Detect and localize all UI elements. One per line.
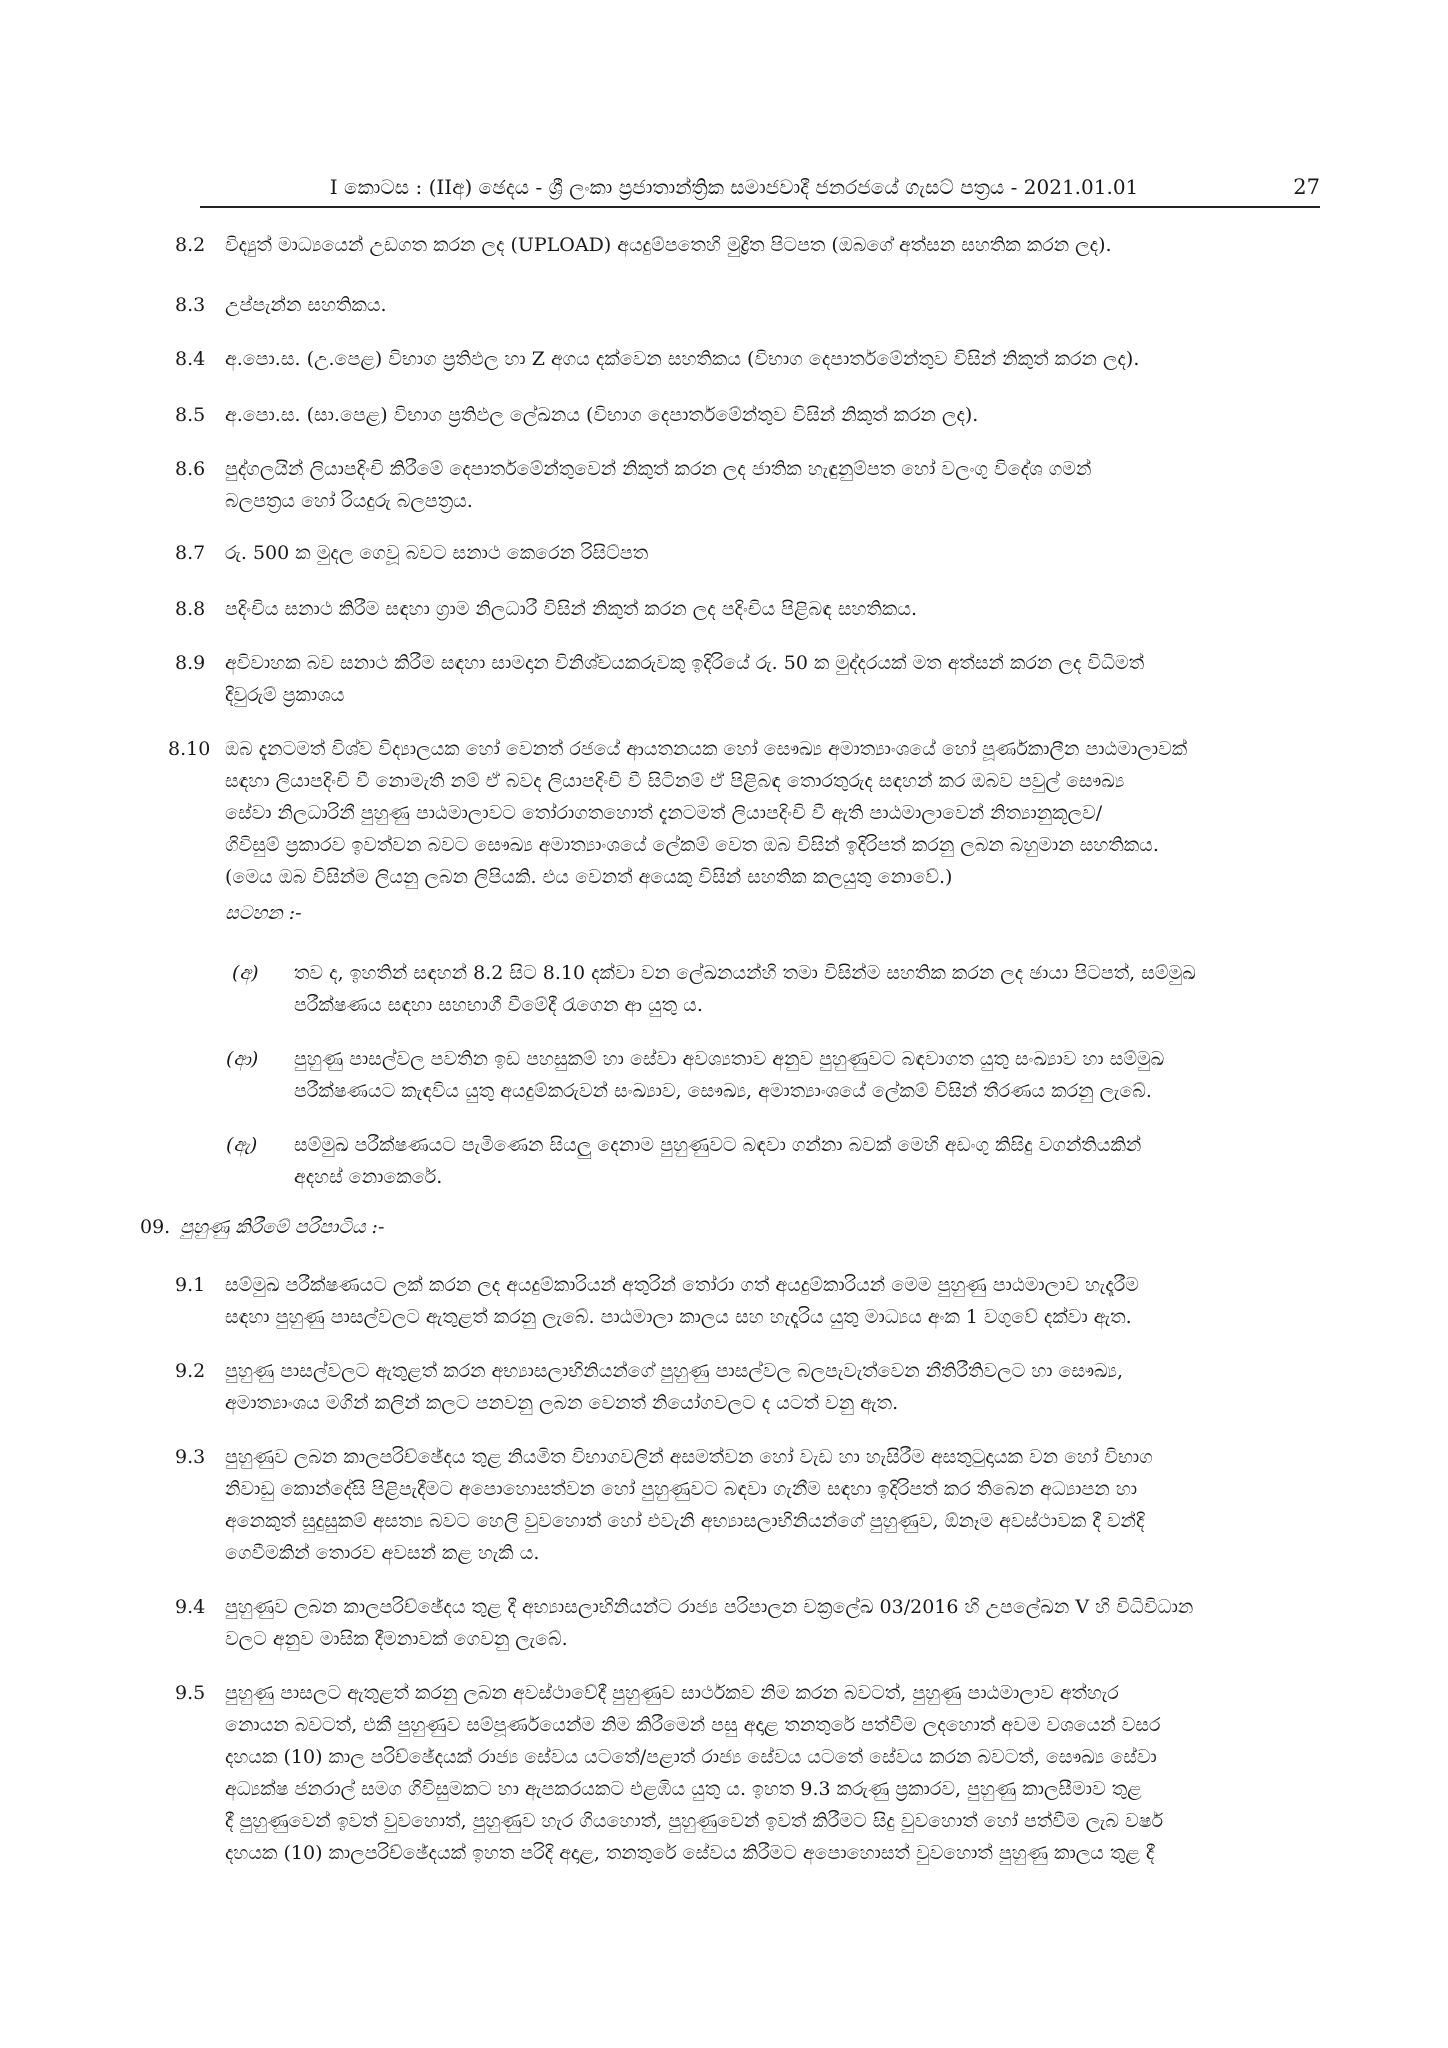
- item-line: අමාත්‍යාංශය මගින් කලින් කලට පනවනු ලබන වෙනත් නියෝගවලට ද යටත් වනු ඇත.: [225, 1392, 899, 1414]
- item-number: 8.6: [175, 458, 206, 480]
- header-title: I කොටස : (IIඅ) ඡෙදය - ශ්‍රී ලංකා ප්‍රජාතාන්ත්‍රික සමාජවාදී ජනරජයේ ගැසට් පත්‍රය - 2021.01.01: [329, 175, 1139, 199]
- item-number: 9.3: [175, 1446, 206, 1468]
- item-number: 8.2: [175, 234, 206, 256]
- item-line: නොයන බවටත්, එකී පුහුණුව සම්පූර්ණයෙන්ම නිම කිරීමෙන් පසු අදාළ තනතුරේ පත්වීම ලදහොත් අවම වශයෙන් වසර: [225, 1714, 1161, 1736]
- item-line: වලට අනුව මාසික දීමනාවක් ගෙවනු ලැබේ.: [225, 1628, 568, 1650]
- item-number: 8.9: [175, 652, 206, 674]
- item-line: දී පුහුණුවෙන් ඉවත් වුවහොත්, පුහුණුව හැර ගියහොත්, පුහුණුවෙන් ඉවත් කිරීමට සිදු වුවහොත් හෝ පත්වීම ලැබ වර්ෂ: [225, 1810, 1164, 1832]
- page-header: [200, 172, 1320, 208]
- item-line: අ.පො.ස. (උ.පෙළ) විභාග ප්‍රතිඵල හා Z අගය දක්වෙන සහතිකය (විභාග දෙපාර්තමේන්තුව විසින් නිකුත් කරන ලද).: [225, 348, 1140, 370]
- item-line: පුහුණුව ලබන කාලපරිච්ඡේදය තුළ දී අභ්‍යාසලාභිනියන්ට රාජ්‍ය පරිපාලන චක්‍රලේඛ 03/2016 හි උපලේඛන V හි විධිවිධාන: [225, 1596, 1194, 1618]
- note-label: (අ): [232, 962, 259, 984]
- item-line: අධ්‍යක්ෂ ජනරාල් සමග ගිවිසුමකට හා ඇපකරයකට එළඹිය යුතු ය. ඉහත 9.3 කරුණු ප්‍රකාරව, පුහුණු කාලසීමාව තුළ: [225, 1778, 1142, 1800]
- item-line: අ.පො.ස. (සා.පෙළ) විභාග ප්‍රතිඵල ලේඛනය (විභාග දෙපාර්තමේන්තුව විසින් නිකුත් කරන ලද).: [225, 404, 979, 426]
- item-line: අනෙකුත් සුදුසුකම් අසත්‍ය බවට හෙලි වුවහොත් හෝ එවැනි අභ්‍යාසලාභිනියන්ගේ පුහුණුව, ඕනෑම අවස්ථාවක දී වන්දි: [225, 1510, 1145, 1532]
- item-number: 9.2: [175, 1360, 206, 1382]
- note-line: අදහස් නොකෙරේ.: [294, 1166, 443, 1188]
- item-line: ඔබ දැනටමත් විශ්ව විද්‍යාලයක හෝ වෙනත් රජයේ ආයතනයක හෝ සෞඛ්‍ය අමාත්‍යාංශයේ හෝ පූර්ණකාලීන පාඨමාලාවක්: [225, 738, 1188, 760]
- item-number: 9.5: [175, 1682, 206, 1704]
- item-line: සඳහා පුහුණු පාසල්වලට ඇතුළත් කරනු ලැබේ. පාඨමාලා කාලය සහ හැදෑරිය යුතු මාධ්‍යය අංක 1 වගුවේ දක්වා ඇත.: [225, 1306, 1132, 1328]
- item-number: 8.10: [168, 738, 211, 760]
- item-line: රු. 500 ක මුදල ගෙවූ බවට සනාථ කෙරෙන රිසිට්පත: [225, 542, 649, 564]
- item-number: 9.4: [175, 1596, 206, 1618]
- item-line: විද්‍යුත් මාධ්‍යයෙන් උඩගත කරන ලද (UPLOAD) අයදුම්පතෙහි මුද්‍රිත පිටපත (ඔබගේ අත්සන සහතික කරන ලද).: [225, 234, 1112, 256]
- note-line: පරීක්ෂණය සඳහා සහභාගී වීමේදී රැගෙන ආ යුතු ය.: [294, 994, 703, 1016]
- page-number: 27: [1293, 175, 1320, 199]
- note-line: සම්මුඛ පරීක්ෂණයට පැමිණෙන සියලු දෙනාම පුහුණුවට බඳවා ගන්නා බවක් මෙහි අඩංගු කිසිදු වගන්තියකින්: [294, 1134, 1142, 1156]
- note-line: පුහුණු පාසල්වල පවතින ඉඩ පහසුකම් හා සේවා අවශ්‍යතාව අනුව පුහුණුවට බඳවාගත යුතු සංඛ්‍යාව හා සම්මුඛ: [294, 1048, 1165, 1070]
- section-number: 09.: [140, 1216, 171, 1238]
- item-number: 8.4: [175, 348, 206, 370]
- item-line: දහයක (10) කාල පරිච්ඡේදයක් රාජ්‍ය සේවය යටතේ/පළාත් රාජ්‍ය සේවය යටතේ සේවය කරන බවටත්, සෞඛ්‍ය සේවා: [225, 1746, 1157, 1768]
- note-line: පරීක්ෂණයට කැඳවිය යුතු අයදුම්කරුවන් සංඛ්‍යාව, සෞඛ්‍ය, අමාත්‍යාංශයේ ලේකම් විසින් තීරණය කරනු ලැබේ.: [294, 1080, 1152, 1102]
- item-number: 9.1: [175, 1274, 206, 1296]
- notes-heading: සටහන :-: [225, 902, 302, 924]
- item-line: සඳහා ලියාපදිංචි වී නොමැති නම් ඒ බවද ලියාපදිංචි වී සිටිනම් ඒ පිළිබඳ තොරතුරුද සඳහන් කර ඔබව පවුල් සෞඛ්‍ය: [225, 770, 1125, 792]
- item-line: පුහුණු පාසලට ඇතුළත් කරනු ලබන අවස්ථාවේදී පුහුණුව සාර්ථකව නිම කරන බවටත්, පුහුණු පාඨමාලාව අත්හැර: [225, 1682, 1119, 1704]
- note-line: තව ද, ඉහතින් සඳහන් 8.2 සිට 8.10 දක්වා වන ලේඛනයන්හි තමා විසින්ම සහතික කරන ලද ඡායා පිටපත්, සම්මුඛ: [294, 962, 1196, 984]
- item-line: අවිවාහක බව සනාථ කිරීම සඳහා සාමදාන විනිශ්චයකරුවකු ඉදිරියේ රු. 50 ක මුද්දරයක් මත අත්සන් කරන ලද විධිමත්: [225, 652, 1145, 674]
- section-title: පුහුණු කිරීමේ පරිපාටිය :-: [180, 1216, 385, 1238]
- item-line: පුද්ගලයින් ලියාපදිංචි කිරීමේ දෙපාර්තමේන්තුවෙන් නිකුත් කරන ලද ජාතික හැඳුනුම්පත හෝ වලංගු විදේශ ගමන්: [225, 458, 1092, 480]
- item-line: බලපත්‍රය හෝ රියදුරු බලපත්‍රය.: [225, 490, 473, 512]
- item-line: පුහුණුව ලබන කාලපරිච්ඡේදය තුළ නියමිත විභාගවලින් අසමත්වන හෝ වැඩ හා හැසිරීම අසතුටුදායක වන හෝ විභාග: [225, 1446, 1153, 1468]
- item-line: නිවාඩු කොන්දේසි පිළිපැදීමට අපොහොසත්වන හෝ පුහුණුවට බඳවා ගැනීම සඳහා ඉදිරිපත් කර තිබෙන අධ්‍යාපන හා: [225, 1478, 1138, 1500]
- item-line: උප්පැන්න සහතිකය.: [225, 294, 387, 316]
- item-line: පුහුණු පාසල්වලට ඇතුළත් කරන අභ්‍යාසලාභිනියන්ගේ පුහුණු පාසල්වල බලපැවැත්වෙන නීතිරීතිවලට හා සෞඛ්‍ය,: [225, 1360, 1124, 1382]
- item-number: 8.8: [175, 598, 206, 620]
- item-line: දිවුරුම් ප්‍රකාශය: [225, 684, 345, 706]
- item-line: දහයක (10) කාලපරිච්ඡේදයක් ඉහත පරිදි අදාළ, තනතුරේ සේවය කිරීමට අපොහොසත් වුවහොත් පුහුණු කාලය තුළ දී: [225, 1842, 1155, 1864]
- item-number: 8.7: [175, 542, 206, 564]
- item-number: 8.3: [175, 294, 206, 316]
- item-line: ගිවිසුම් ප්‍රකාරව ඉවත්වන බවට සෞඛ්‍ය අමාත්‍යාංශයේ ලේකම් වෙත ඔබ විසින් ඉදිරිපත් කරනු ලබන බහුමාන සහතිකය.: [225, 834, 1159, 856]
- item-number: 8.5: [175, 404, 206, 426]
- note-label: (ආ): [226, 1048, 259, 1070]
- item-line: සම්මුඛ පරීක්ෂණයට ලක් කරන ලද අයදුම්කාරියන් අතුරින් තෝරා ගත් අයදුම්කාරියන් මෙම පුහුණු පාඨමාලාව හැදෑරීම: [225, 1274, 1139, 1296]
- item-line: ගෙවීමකින් තොරව අවසන් කළ හැකි ය.: [225, 1542, 540, 1564]
- note-label: (ඇ): [226, 1134, 258, 1156]
- item-line: පදිංචිය සනාථ කිරීම සඳහා ග්‍රාම නිලධාරී විසින් නිකුත් කරන ලද පදිංචිය පිළිබඳ සහතිකය.: [225, 598, 918, 620]
- item-line: සේවා නිලධාරිනී පුහුණු පාඨමාලාවට තෝරාගතහොත් දැනටමත් ලියාපදිංචි වී ඇති පාඨමාලාවෙන් නිත්‍යානුකූලව/: [225, 802, 1103, 824]
- item-line: (මෙය ඔබ විසින්ම ලියනු ලබන ලිපියකි. එය වෙනත් අයෙකු විසින් සහතික කලයුතු නොවේ.): [225, 866, 953, 888]
